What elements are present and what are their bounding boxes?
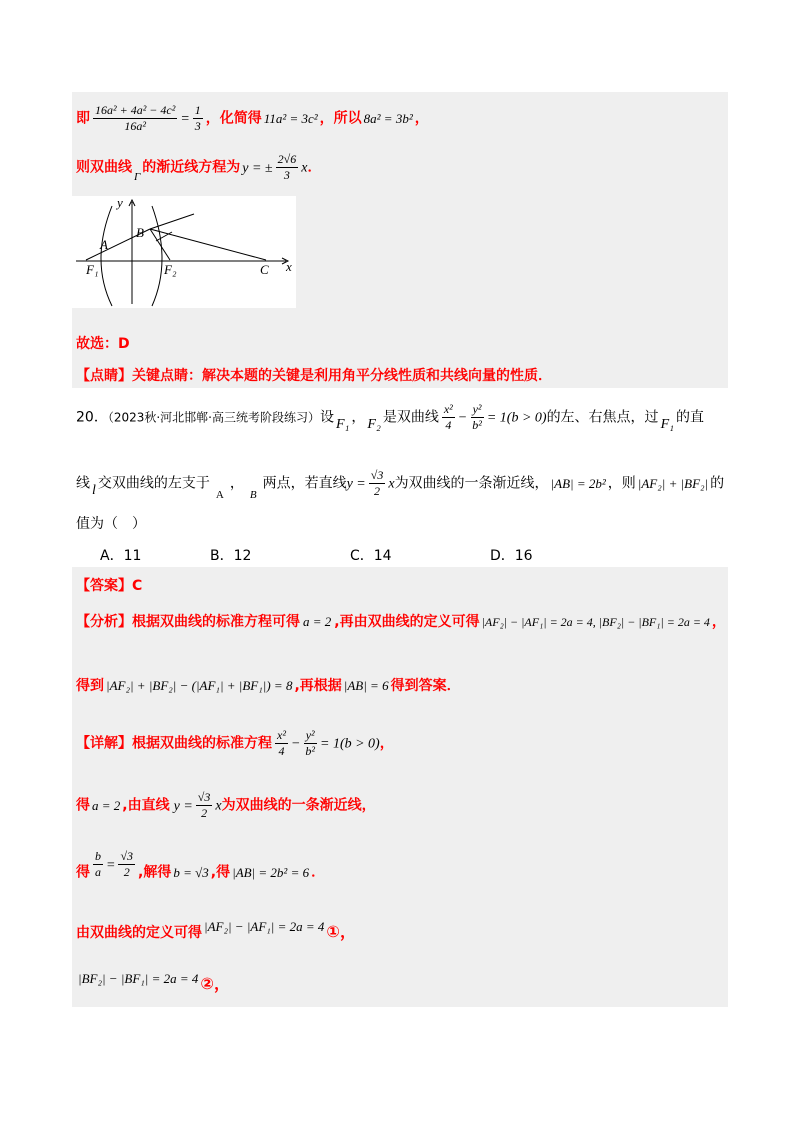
fraction: $\frac{\text{16a² + 4a² − 4c²}}{\text{16a²}}$	[95, 103, 176, 133]
equation: x	[301, 160, 308, 176]
text: ．	[311, 864, 326, 881]
equation: y =	[173, 798, 193, 814]
text: 【详解】根据双曲线的标准方程	[76, 735, 272, 752]
question-source: （2023秋·河北邯郸·高三统考阶段练习）	[107, 410, 320, 425]
text: 由双曲线的定义可得	[76, 925, 202, 941]
fraction: $\frac{\text{x²}}{4}$	[443, 402, 453, 432]
text: 得	[76, 864, 90, 881]
fraction: $\frac{1}{3}$	[194, 103, 201, 133]
choice-d[interactable]: D．16	[490, 548, 533, 564]
text: 得到	[76, 678, 104, 694]
text: ，	[414, 110, 429, 127]
label-y: y	[117, 196, 123, 210]
choice-a[interactable]: A．11	[100, 548, 142, 564]
question-number: 20．	[76, 409, 108, 426]
solution-line-1	[76, 103, 429, 134]
equation: a = 2	[92, 797, 121, 813]
label-x: x	[286, 259, 292, 274]
text: 【分析】根据双曲线的标准方程可得	[76, 614, 300, 630]
text: ,再根据	[294, 678, 342, 694]
equation: |AF₂| + |BF₂| − (|AF₁| + |BF₁|) = 8	[106, 678, 293, 693]
equals: =	[180, 111, 190, 127]
equation: |AF₂| − |AF₁| = 2a = 4, |BF₂| − |BF₁| = 2a = 4	[481, 615, 710, 629]
symbol: F₂	[367, 416, 381, 432]
text: 线	[76, 475, 90, 492]
gamma-symbol: Γ	[134, 170, 141, 183]
text: 交双曲线的左支于	[97, 475, 210, 492]
label-B: B	[136, 225, 144, 240]
fraction: $\frac{√3}{2}$	[370, 468, 384, 498]
text: ,由直线	[122, 797, 170, 814]
equation: b = √3	[173, 864, 209, 880]
text: ，所以	[319, 110, 362, 127]
equation: y = ±	[242, 160, 273, 176]
detail-line-3	[76, 849, 326, 888]
text: ②，	[200, 974, 230, 993]
symbol: l	[92, 482, 96, 498]
text: 得	[76, 797, 90, 814]
analysis-line-2	[76, 676, 461, 696]
equation: x	[388, 476, 395, 492]
text: ,解得	[138, 864, 172, 881]
text: ，则	[607, 475, 636, 492]
detail-line-4	[76, 919, 356, 943]
text: 的左、右焦点，过	[546, 409, 659, 426]
detail-line-5	[76, 968, 230, 993]
text: ，	[351, 409, 366, 426]
equation: x	[215, 798, 222, 814]
text: 的渐近线方程为	[142, 159, 241, 176]
fraction: $\frac{2√6}{3}$	[277, 152, 297, 182]
equation: |AB| = 6	[343, 678, 389, 693]
fraction: $\frac{b}{a}$	[95, 849, 101, 879]
equation: |AB| = 2b²	[550, 475, 606, 491]
equation: y =	[346, 476, 366, 492]
label-F2: F₂	[164, 262, 177, 277]
detail-line-1	[76, 728, 394, 759]
analysis-line-1	[76, 612, 726, 632]
fraction: $\frac{\text{x²}}{4}$	[277, 728, 286, 758]
equation: |AB| = 2b² = 6	[232, 864, 310, 880]
text: 则双曲线	[76, 159, 132, 176]
text: ．	[307, 159, 322, 176]
solution-line-2	[76, 152, 321, 183]
label-A: A	[100, 237, 108, 252]
choice-c[interactable]: C．14	[350, 548, 392, 564]
symbol: B	[249, 488, 257, 501]
equals: =	[106, 857, 116, 873]
label-C: C	[260, 262, 269, 277]
equation: |AF₂| − |AF₁| = 2a = 4	[204, 919, 325, 934]
choice-b[interactable]: B．12	[210, 548, 252, 564]
question-line-1	[76, 402, 704, 433]
minus: −	[457, 410, 468, 426]
question-line-2	[76, 468, 724, 499]
text: ，	[229, 475, 244, 492]
text: 的直	[675, 409, 704, 426]
minus: −	[290, 736, 301, 752]
label-F1: F₁	[86, 262, 99, 277]
fraction: $\frac{\text{y²}}{\text{b²}}$	[472, 402, 482, 432]
text: 即	[76, 110, 90, 127]
symbol: A	[215, 488, 224, 501]
text: ，	[379, 735, 394, 752]
text: 为双曲线的一条渐近线，	[394, 475, 549, 492]
text: ，化简得	[205, 110, 262, 127]
equation: = 1(b > 0)	[486, 410, 547, 426]
text: 为双曲线的一条渐近线，	[221, 797, 376, 814]
equation: |BF₂| − |BF₁| = 2a = 4	[78, 971, 199, 986]
equation: a = 2	[303, 614, 332, 629]
hyperbola-figure	[72, 196, 296, 308]
text: 是双曲线	[382, 409, 439, 426]
text: 两点，若直线	[262, 475, 347, 492]
text: 的	[710, 475, 725, 492]
symbol: F₁	[336, 416, 350, 432]
equation: 11a² = 3c²	[263, 110, 318, 126]
text: ,得	[210, 864, 231, 881]
key-point: 【点睛】关键点睛：解决本题的关键是利用角平分线性质和共线向量的性质．	[76, 368, 552, 384]
equation: 8a² = 3b²	[363, 110, 413, 126]
equation: = 1(b > 0)	[320, 736, 380, 752]
text: 得到答案．	[390, 678, 461, 694]
symbol: F₁	[660, 416, 674, 432]
answer-label: 【答案】C	[76, 578, 143, 594]
fraction: $\frac{\text{y²}}{\text{b²}}$	[305, 728, 315, 758]
text: ，	[711, 614, 726, 630]
conclusion: 故选：D	[76, 336, 130, 352]
question-line-3: 值为（ ）	[76, 516, 146, 532]
equation: |AF₂| + |BF₂|	[637, 475, 709, 491]
detail-line-2	[76, 790, 376, 821]
fraction: $\frac{√3}{2}$	[120, 849, 134, 879]
text: 设	[320, 409, 334, 426]
text: ,再由双曲线的定义可得	[334, 614, 480, 630]
fraction: $\frac{√3}{2}$	[197, 790, 211, 820]
text: ①，	[326, 922, 356, 941]
